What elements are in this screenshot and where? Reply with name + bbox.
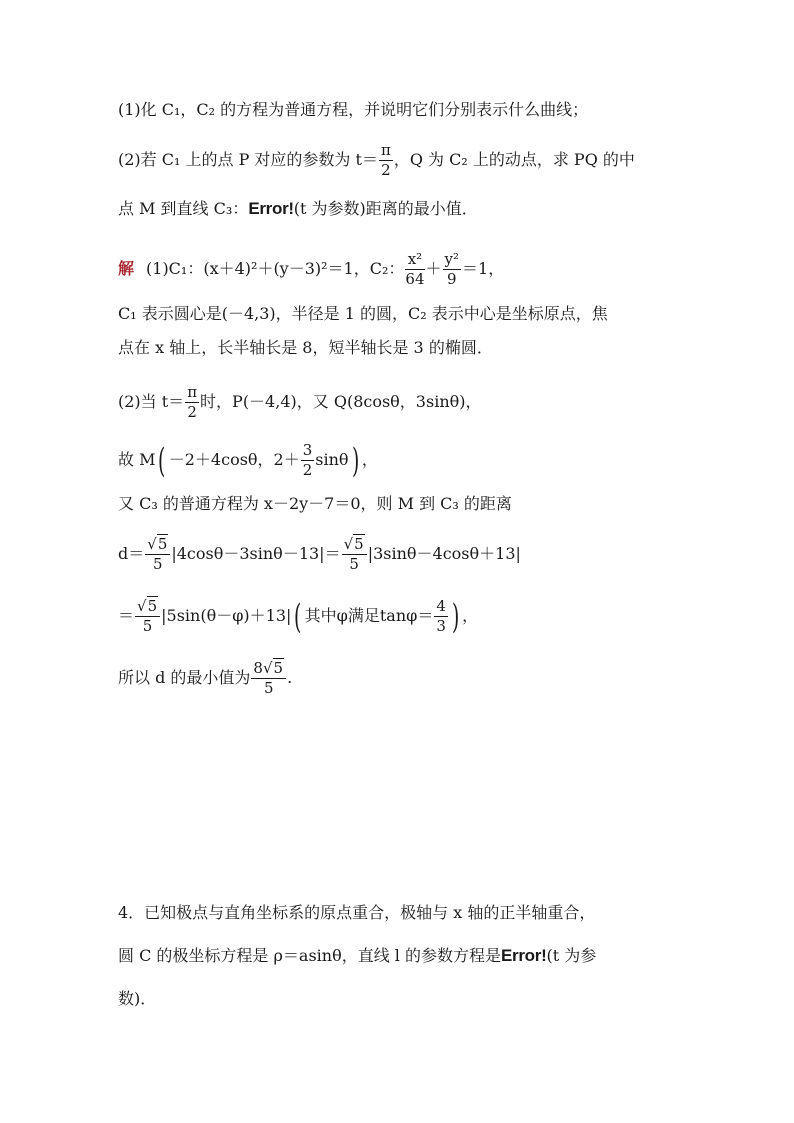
- solution-desc-1: C₁ 表示圆心是(－4,3)，半径是 1 的圆，C₂ 表示中心是坐标原点，焦: [118, 304, 608, 323]
- sqrt-symbol: √5: [137, 597, 158, 615]
- sqrt-symbol: √5: [147, 535, 168, 553]
- solution-label: 解: [118, 259, 135, 278]
- fraction-sqrt5-over-5: $\frac{√5}{5}$: [135, 599, 160, 634]
- solution-c3-equation: 又 C₃ 的普通方程为 x－2y－7＝0，则 M 到 C₃ 的距离: [118, 494, 512, 513]
- question-4-line-3: 数)．: [118, 989, 157, 1008]
- fraction-sqrt5-over-5: $\frac{√5}{5}$: [145, 537, 170, 572]
- solution-midpoint: 故 M( －2＋4cosθ，2＋ $\frac{3}{2}$ sinθ) ，: [118, 440, 378, 481]
- fraction-sqrt5-over-5: $\frac{√5}{5}$: [342, 537, 367, 572]
- left-paren: (: [158, 440, 166, 481]
- question-part-1: (1)化 C₁，C₂ 的方程为普通方程，并说明它们分别表示什么曲线；: [118, 100, 589, 119]
- right-paren: ): [351, 440, 359, 481]
- question-part-2-cont: 点 M 到直线 C₃：Error!(t 为参数)距离的最小值．: [118, 199, 478, 218]
- question-part-2: (2)若 C₁ 上的点 P 对应的参数为 t＝ $\frac{\pi}{2}$ ，Q 为 C₂ 上的动点，求 PQ 的中: [118, 141, 635, 179]
- fraction-3-over-2: $\frac{3}{2}$: [302, 441, 313, 479]
- fraction-8sqrt5-over-5: $\frac{8√5}{5}$: [251, 661, 286, 696]
- question-4-line-2: 圆 C 的极坐标方程是 ρ＝asinθ，直线 l 的参数方程是Error!(t 为参: [118, 946, 597, 965]
- solution-distance: d＝ $\frac{√5}{5}$ |4cosθ－3sinθ－13|＝ $\frac{√5}{5}$ |3sinθ－4cosθ＋13|: [118, 535, 521, 573]
- solution-minimum: 所以 d 的最小值为 $\frac{8√5}{5}$ .: [118, 659, 293, 697]
- solution-desc-2: 点在 x 轴上，长半轴长是 8，短半轴长是 3 的椭圆．: [118, 338, 493, 357]
- fraction-pi-over-2: $\frac{\pi}{2}$: [187, 383, 198, 421]
- fraction-x2-64: $\frac{\text{x²}}{64}$: [405, 250, 425, 288]
- solution-eq1: 解 (1)C₁：(x＋4)²＋(y－3)²＝1，C₂： $\frac{\text{x²}}{64}$ ＋ $\frac{\text{y²}}{9}$ ＝1，: [118, 250, 505, 288]
- fraction-y2-9: $\frac{\text{y²}}{9}$: [444, 250, 460, 288]
- sqrt-symbol: √5: [262, 659, 284, 677]
- left-paren: (: [294, 596, 302, 637]
- fraction-4-over-3: $\frac{4}{3}$: [436, 597, 446, 635]
- fraction-pi-over-2: $\frac{\pi}{2}$: [380, 141, 391, 179]
- error-placeholder: Error!: [501, 946, 547, 965]
- solution-distance-simplified: ＝ $\frac{√5}{5}$ |5sin(θ－φ)＋13|( 其中φ满足tanφ＝ $\frac{4}{3}$ ) ，: [118, 596, 479, 637]
- question-4-line-1: 4．已知极点与直角坐标系的原点重合，极轴与 x 轴的正半轴重合，: [118, 903, 596, 922]
- error-placeholder: Error!: [248, 199, 294, 218]
- solution-part-2: (2)当 t＝ $\frac{\pi}{2}$ 时，P(－4,4)，又 Q(8cosθ，3sinθ)，: [118, 383, 482, 421]
- sqrt-symbol: √5: [343, 535, 364, 553]
- right-paren: ): [451, 596, 460, 637]
